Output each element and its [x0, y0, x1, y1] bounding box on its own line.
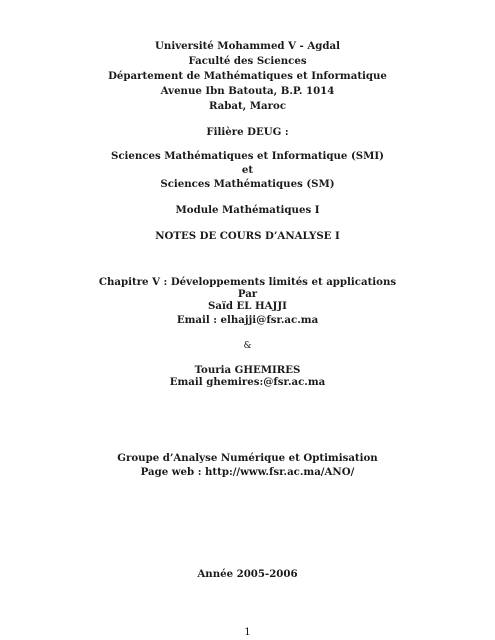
ampersand: &: [243, 341, 252, 351]
academic-year: Année 2005-2006: [197, 568, 298, 580]
university-name: Université Mohammed V - Agdal: [155, 40, 340, 52]
by-line: Par: [237, 288, 258, 300]
faculty-name: Faculté des Sciences: [188, 55, 307, 67]
author-1-name: Saïd EL HAJJI: [208, 300, 287, 312]
track-smi: Sciences Mathématiques et Informatique (SMI): [110, 150, 384, 162]
city-line: Rabat, Maroc: [208, 100, 287, 112]
author-2-email: Email ghemires:@fsr.ac.ma: [169, 376, 326, 388]
department-name: Département de Mathématiques et Informatique: [108, 70, 387, 82]
address-line: Avenue Ibn Batouta, B.P. 1014: [160, 85, 335, 97]
module-title: Module Mathématiques I: [175, 204, 320, 216]
author-2-name: Touria GHEMIRES: [194, 364, 301, 376]
chapter-title: Chapitre V : Développements limités et applications: [98, 276, 397, 288]
page-number: 1: [244, 627, 251, 638]
track-sm: Sciences Mathématiques (SM): [160, 178, 335, 190]
track-connector: et: [241, 164, 254, 176]
filiere-line: Filière DEUG :: [206, 126, 289, 138]
group-name: Groupe d’Analyse Numérique et Optimisation: [117, 452, 378, 464]
author-1-email: Email : elhajji@fsr.ac.ma: [176, 314, 319, 326]
group-web: Page web : http://www.fsr.ac.ma/ANO/: [140, 466, 355, 478]
course-title: NOTES DE COURS D’ANALYSE I: [155, 230, 340, 242]
